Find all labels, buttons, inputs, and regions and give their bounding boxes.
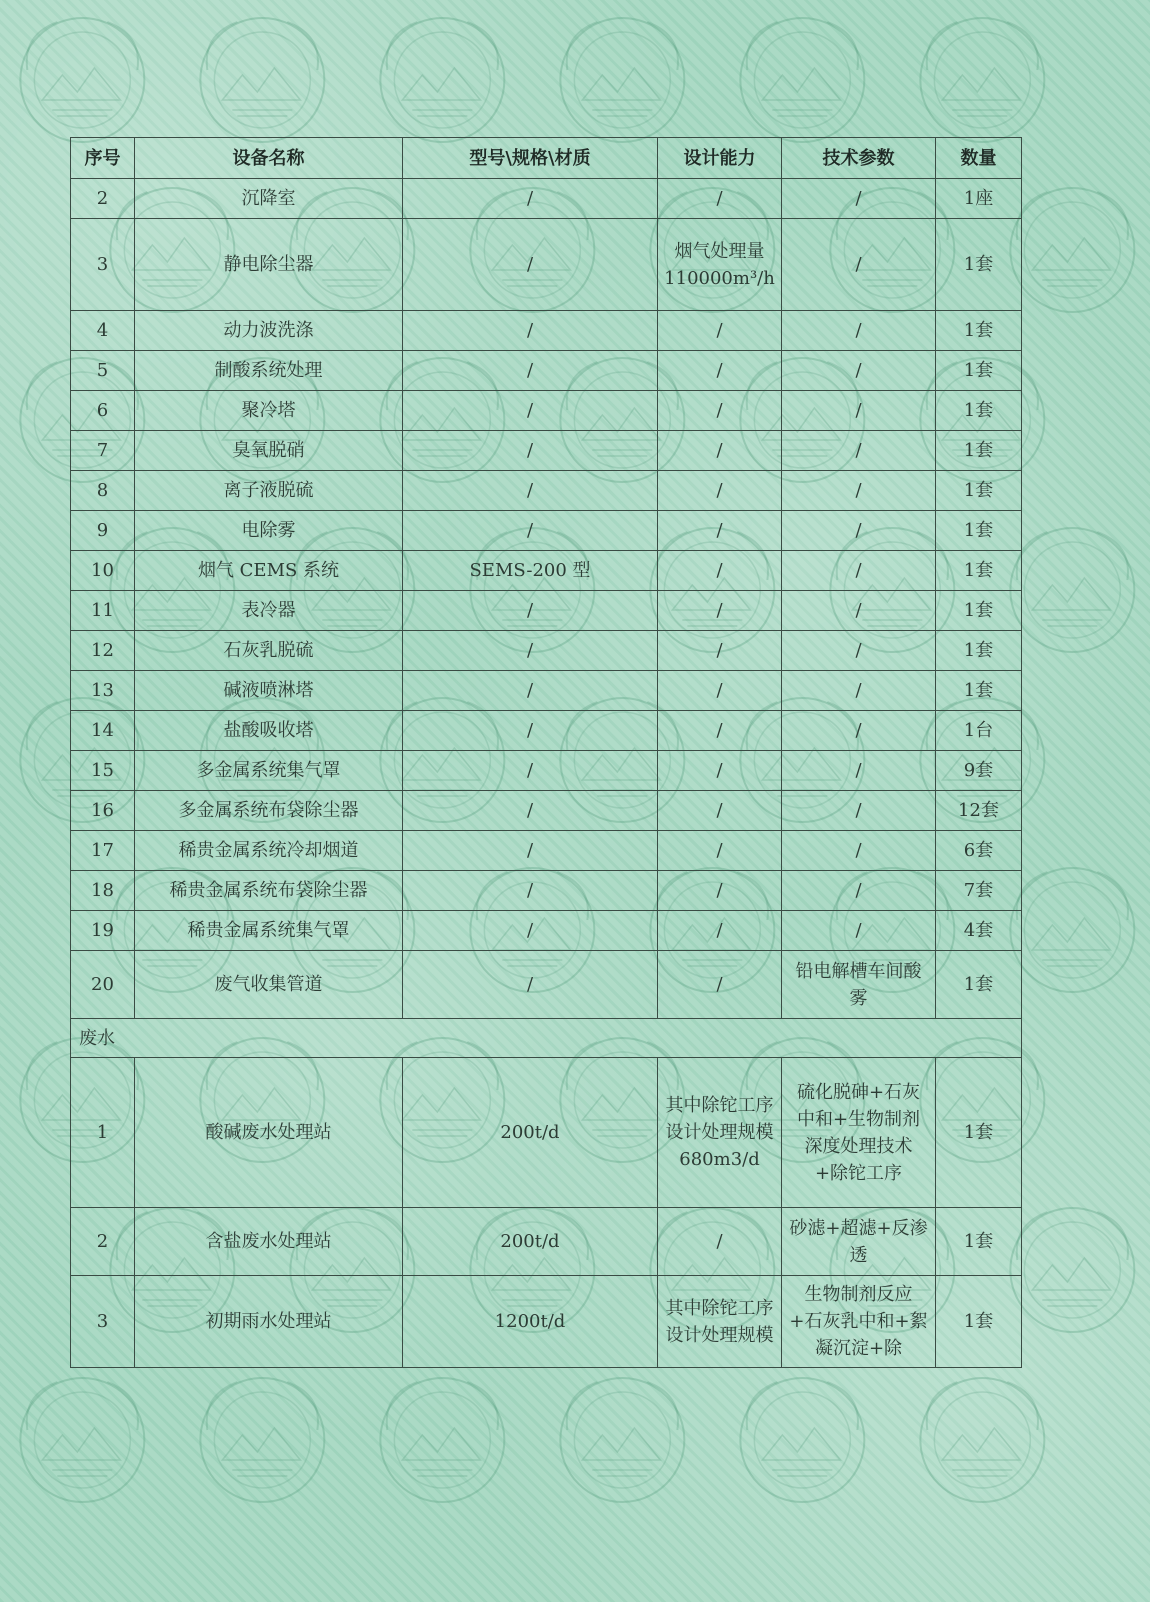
cell-index: 2 bbox=[71, 179, 135, 219]
cell-quantity: 1套 bbox=[936, 1208, 1022, 1276]
cell-quantity: 7套 bbox=[936, 871, 1022, 911]
table-row bbox=[71, 1276, 1022, 1368]
cell-equipment-name: 聚冷塔 bbox=[135, 391, 403, 431]
cell-equipment-name: 盐酸吸收塔 bbox=[135, 711, 403, 751]
cell-index: 8 bbox=[71, 471, 135, 511]
cell-model-spec: / bbox=[403, 711, 658, 751]
section-label-wastewater: 废水 bbox=[71, 1019, 1022, 1058]
cell-quantity: 1套 bbox=[936, 1058, 1022, 1208]
cell-model-spec: / bbox=[403, 179, 658, 219]
cell-design-capacity: / bbox=[658, 751, 782, 791]
cell-model-spec: 1200t/d bbox=[403, 1276, 658, 1368]
cell-design-capacity: / bbox=[658, 791, 782, 831]
cell-model-spec: / bbox=[403, 431, 658, 471]
cell-model-spec: / bbox=[403, 511, 658, 551]
cell-technical-params: / bbox=[782, 551, 936, 591]
cell-quantity: 1套 bbox=[936, 311, 1022, 351]
cell-equipment-name: 离子液脱硫 bbox=[135, 471, 403, 511]
table-row bbox=[71, 911, 1022, 951]
cell-design-capacity: / bbox=[658, 551, 782, 591]
cell-quantity: 1套 bbox=[936, 591, 1022, 631]
table-row bbox=[71, 1208, 1022, 1276]
cell-technical-params: / bbox=[782, 711, 936, 751]
cell-technical-params: / bbox=[782, 831, 936, 871]
cell-index: 5 bbox=[71, 351, 135, 391]
cell-design-capacity: / bbox=[658, 951, 782, 1019]
table-header-row bbox=[71, 138, 1022, 179]
cell-model-spec: 200t/d bbox=[403, 1208, 658, 1276]
cell-technical-params: / bbox=[782, 751, 936, 791]
cell-model-spec: / bbox=[403, 751, 658, 791]
cell-index: 3 bbox=[71, 1276, 135, 1368]
cell-equipment-name: 沉降室 bbox=[135, 179, 403, 219]
cell-model-spec: / bbox=[403, 219, 658, 311]
cell-technical-params: / bbox=[782, 511, 936, 551]
table-row bbox=[71, 871, 1022, 911]
table-row bbox=[71, 951, 1022, 1019]
cell-index: 11 bbox=[71, 591, 135, 631]
cell-index: 15 bbox=[71, 751, 135, 791]
table-row bbox=[71, 831, 1022, 871]
cell-technical-params: / bbox=[782, 351, 936, 391]
cell-model-spec: / bbox=[403, 351, 658, 391]
cell-model-spec: / bbox=[403, 791, 658, 831]
cell-technical-params: / bbox=[782, 591, 936, 631]
cell-design-capacity: / bbox=[658, 351, 782, 391]
cell-quantity: 1套 bbox=[936, 1276, 1022, 1368]
table-row bbox=[71, 631, 1022, 671]
cell-design-capacity: 其中除铊工序设计处理规模 bbox=[658, 1276, 782, 1368]
header-design-capacity: 设计能力 bbox=[658, 138, 782, 179]
cell-design-capacity: / bbox=[658, 911, 782, 951]
cell-quantity: 4套 bbox=[936, 911, 1022, 951]
cell-model-spec: / bbox=[403, 871, 658, 911]
cell-index: 4 bbox=[71, 311, 135, 351]
cell-technical-params: / bbox=[782, 911, 936, 951]
cell-design-capacity: 烟气处理量110000m³/h bbox=[658, 219, 782, 311]
wastewater-equipment-rows bbox=[71, 1058, 1022, 1368]
cell-model-spec: / bbox=[403, 671, 658, 711]
cell-design-capacity: / bbox=[658, 671, 782, 711]
cell-index: 3 bbox=[71, 219, 135, 311]
cell-design-capacity: / bbox=[658, 471, 782, 511]
table-row bbox=[71, 751, 1022, 791]
cell-quantity: 1套 bbox=[936, 671, 1022, 711]
cell-quantity: 1座 bbox=[936, 179, 1022, 219]
cell-equipment-name: 制酸系统处理 bbox=[135, 351, 403, 391]
header-index: 序号 bbox=[71, 138, 135, 179]
cell-index: 9 bbox=[71, 511, 135, 551]
cell-design-capacity: / bbox=[658, 511, 782, 551]
cell-design-capacity: / bbox=[658, 1208, 782, 1276]
cell-technical-params: / bbox=[782, 471, 936, 511]
table-row bbox=[71, 351, 1022, 391]
cell-design-capacity: / bbox=[658, 831, 782, 871]
cell-quantity: 9套 bbox=[936, 751, 1022, 791]
cell-equipment-name: 多金属系统布袋除尘器 bbox=[135, 791, 403, 831]
cell-design-capacity: / bbox=[658, 631, 782, 671]
cell-technical-params: / bbox=[782, 791, 936, 831]
cell-index: 6 bbox=[71, 391, 135, 431]
cell-design-capacity: 其中除铊工序设计处理规模680m3/d bbox=[658, 1058, 782, 1208]
cell-technical-params: 铅电解槽车间酸雾 bbox=[782, 951, 936, 1019]
cell-technical-params: / bbox=[782, 391, 936, 431]
cell-equipment-name: 多金属系统集气罩 bbox=[135, 751, 403, 791]
table-row bbox=[71, 1058, 1022, 1208]
header-technical-parameters: 技术参数 bbox=[782, 138, 936, 179]
cell-quantity: 1套 bbox=[936, 631, 1022, 671]
cell-technical-params: / bbox=[782, 871, 936, 911]
cell-model-spec: / bbox=[403, 471, 658, 511]
table-row bbox=[71, 219, 1022, 311]
cell-index: 10 bbox=[71, 551, 135, 591]
cell-quantity: 1套 bbox=[936, 391, 1022, 431]
table-row bbox=[71, 711, 1022, 751]
cell-design-capacity: / bbox=[658, 179, 782, 219]
cell-equipment-name: 烟气 CEMS 系统 bbox=[135, 551, 403, 591]
table-row bbox=[71, 551, 1022, 591]
table-row bbox=[71, 471, 1022, 511]
header-model-spec-material: 型号\规格\材质 bbox=[403, 138, 658, 179]
cell-technical-params: / bbox=[782, 631, 936, 671]
cell-index: 14 bbox=[71, 711, 135, 751]
cell-technical-params: 硫化脱砷+石灰中和+生物制剂深度处理技术+除铊工序 bbox=[782, 1058, 936, 1208]
cell-equipment-name: 含盐废水处理站 bbox=[135, 1208, 403, 1276]
cell-index: 12 bbox=[71, 631, 135, 671]
cell-model-spec: / bbox=[403, 951, 658, 1019]
cell-model-spec: / bbox=[403, 391, 658, 431]
cell-technical-params: 砂滤+超滤+反渗透 bbox=[782, 1208, 936, 1276]
table-row bbox=[71, 431, 1022, 471]
equipment-table bbox=[70, 137, 1022, 1368]
cell-model-spec: / bbox=[403, 911, 658, 951]
cell-equipment-name: 臭氧脱硝 bbox=[135, 431, 403, 471]
cell-model-spec: 200t/d bbox=[403, 1058, 658, 1208]
cell-technical-params: / bbox=[782, 311, 936, 351]
cell-index: 20 bbox=[71, 951, 135, 1019]
cell-technical-params: 生物制剂反应+石灰乳中和+絮凝沉淀+除 bbox=[782, 1276, 936, 1368]
cell-model-spec: / bbox=[403, 591, 658, 631]
cell-index: 18 bbox=[71, 871, 135, 911]
cell-quantity: 1套 bbox=[936, 511, 1022, 551]
cell-equipment-name: 酸碱废水处理站 bbox=[135, 1058, 403, 1208]
cell-quantity: 12套 bbox=[936, 791, 1022, 831]
cell-quantity: 1套 bbox=[936, 951, 1022, 1019]
cell-model-spec: / bbox=[403, 631, 658, 671]
cell-quantity: 6套 bbox=[936, 831, 1022, 871]
waste-gas-equipment-rows bbox=[71, 179, 1022, 1019]
cell-technical-params: / bbox=[782, 219, 936, 311]
table-row bbox=[71, 591, 1022, 631]
cell-equipment-name: 石灰乳脱硫 bbox=[135, 631, 403, 671]
section-row-wastewater bbox=[71, 1019, 1022, 1058]
cell-quantity: 1套 bbox=[936, 551, 1022, 591]
cell-design-capacity: / bbox=[658, 711, 782, 751]
cell-technical-params: / bbox=[782, 671, 936, 711]
cell-model-spec: / bbox=[403, 831, 658, 871]
cell-index: 1 bbox=[71, 1058, 135, 1208]
cell-equipment-name: 表冷器 bbox=[135, 591, 403, 631]
table-row bbox=[71, 511, 1022, 551]
cell-equipment-name: 稀贵金属系统冷却烟道 bbox=[135, 831, 403, 871]
cell-equipment-name: 废气收集管道 bbox=[135, 951, 403, 1019]
cell-index: 2 bbox=[71, 1208, 135, 1276]
table-row bbox=[71, 671, 1022, 711]
cell-design-capacity: / bbox=[658, 591, 782, 631]
header-quantity: 数量 bbox=[936, 138, 1022, 179]
cell-equipment-name: 碱液喷淋塔 bbox=[135, 671, 403, 711]
cell-equipment-name: 动力波洗涤 bbox=[135, 311, 403, 351]
cell-quantity: 1套 bbox=[936, 431, 1022, 471]
cell-model-spec: / bbox=[403, 311, 658, 351]
cell-equipment-name: 电除雾 bbox=[135, 511, 403, 551]
cell-index: 13 bbox=[71, 671, 135, 711]
cell-technical-params: / bbox=[782, 179, 936, 219]
cell-quantity: 1套 bbox=[936, 351, 1022, 391]
table-row bbox=[71, 179, 1022, 219]
cell-index: 19 bbox=[71, 911, 135, 951]
table-row bbox=[71, 791, 1022, 831]
cell-equipment-name: 稀贵金属系统集气罩 bbox=[135, 911, 403, 951]
cell-equipment-name: 初期雨水处理站 bbox=[135, 1276, 403, 1368]
cell-design-capacity: / bbox=[658, 871, 782, 911]
cell-design-capacity: / bbox=[658, 311, 782, 351]
cell-index: 16 bbox=[71, 791, 135, 831]
cell-model-spec: SEMS-200 型 bbox=[403, 551, 658, 591]
cell-equipment-name: 稀贵金属系统布袋除尘器 bbox=[135, 871, 403, 911]
cell-quantity: 1套 bbox=[936, 219, 1022, 311]
header-equipment-name: 设备名称 bbox=[135, 138, 403, 179]
cell-quantity: 1套 bbox=[936, 471, 1022, 511]
cell-index: 7 bbox=[71, 431, 135, 471]
table-row bbox=[71, 311, 1022, 351]
cell-index: 17 bbox=[71, 831, 135, 871]
cell-design-capacity: / bbox=[658, 431, 782, 471]
cell-design-capacity: / bbox=[658, 391, 782, 431]
table-row bbox=[71, 391, 1022, 431]
cell-quantity: 1台 bbox=[936, 711, 1022, 751]
cell-equipment-name: 静电除尘器 bbox=[135, 219, 403, 311]
cell-technical-params: / bbox=[782, 431, 936, 471]
